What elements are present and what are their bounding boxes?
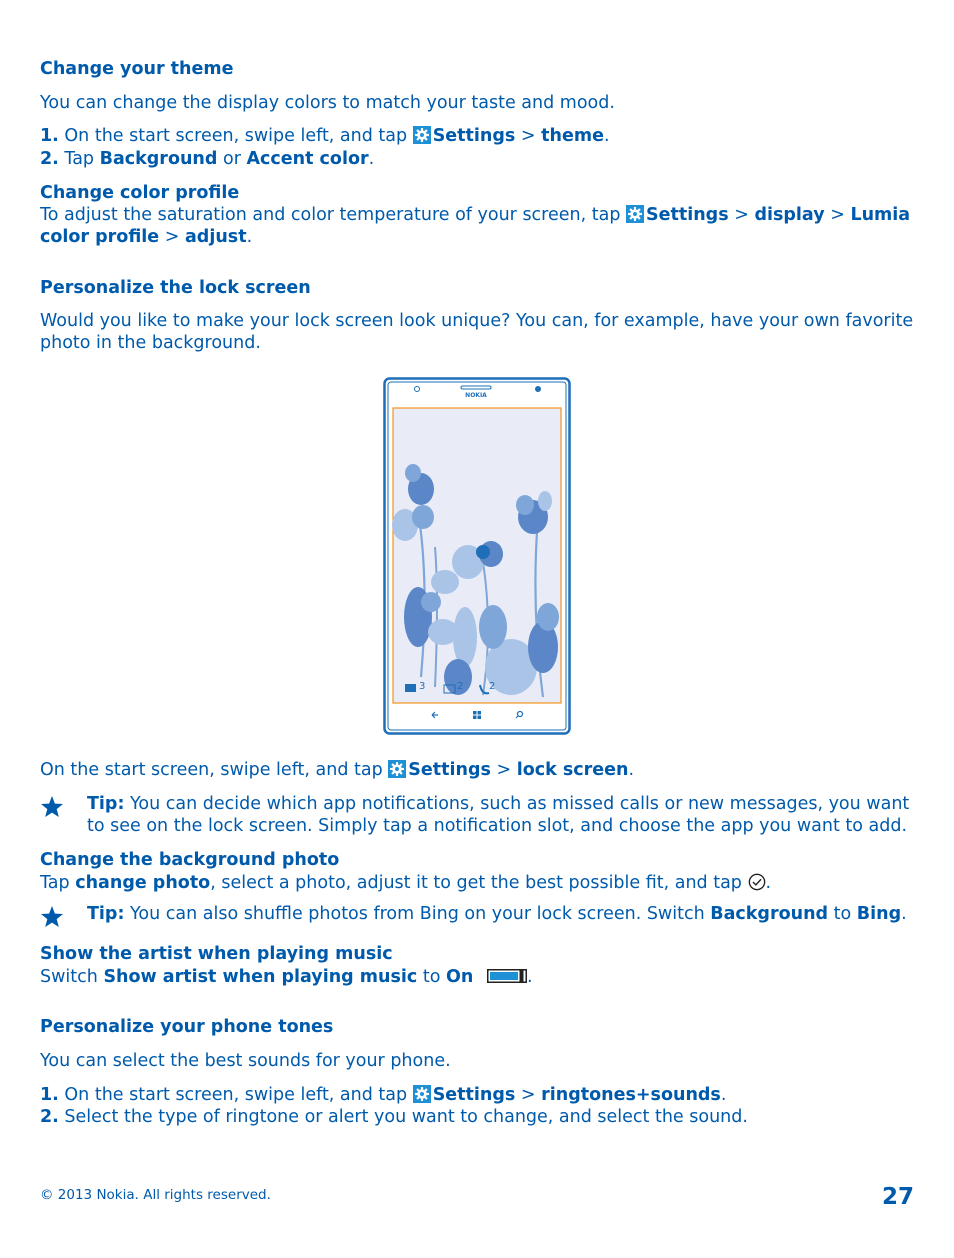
settings-gear-icon — [626, 205, 644, 223]
background-setting: Background — [710, 904, 829, 924]
step-text: On the start screen, swipe left, and tap — [64, 126, 408, 146]
settings-link: Settings — [646, 205, 729, 225]
switch-text: Switch — [40, 967, 98, 987]
tip-bing — [87, 903, 922, 925]
email-count: 2 — [457, 681, 464, 692]
tip-label: Tip: — [87, 904, 125, 924]
subheading-show-artist: Show the artist when playing music — [40, 944, 393, 964]
step-text: Tap — [64, 149, 95, 169]
tones-step-1 — [40, 1084, 920, 1106]
settings-gear-icon — [413, 126, 431, 144]
theme-step-2 — [40, 148, 920, 170]
show-artist-text — [40, 966, 920, 988]
separator: > — [520, 1085, 536, 1105]
step-text: Select the type of ringtone or alert you want to change, and select the sound. — [64, 1107, 748, 1127]
step-number: 1. — [40, 1085, 59, 1105]
section-heading-phone-tones: Personalize your phone tones — [40, 1017, 334, 1037]
phone-lock-screen-illustration — [383, 377, 571, 735]
punct: . — [720, 1085, 727, 1105]
step-number: 1. — [40, 126, 59, 146]
tip-text: You can also shuffle photos from Bing on your lock screen. Switch — [130, 904, 705, 924]
tones-step-2 — [40, 1106, 920, 1128]
settings-gear-icon — [388, 760, 406, 778]
adjust-link: adjust — [185, 227, 247, 247]
punct: . — [526, 967, 533, 987]
to-text: to — [422, 967, 441, 987]
step-text: On the start screen, swipe left, and tap — [64, 1085, 408, 1105]
ringtones-sounds-link: ringtones+sounds — [541, 1085, 721, 1105]
lock-screen-link: lock screen — [516, 760, 629, 780]
theme-link: theme — [541, 126, 604, 146]
separator: > — [496, 760, 512, 780]
show-artist-setting: Show artist when playing music — [103, 967, 418, 987]
theme-intro: You can change the display colors to match your taste and mood. — [40, 93, 615, 113]
punct: . — [765, 873, 772, 893]
background-photo-text — [40, 872, 920, 894]
phone-tones-intro: You can select the best sounds for your phone. — [40, 1051, 451, 1071]
instruction-text: On the start screen, swipe left, and tap — [40, 760, 383, 780]
tip-label: Tip: — [87, 794, 125, 814]
theme-step-1 — [40, 125, 920, 147]
punct: . — [246, 227, 253, 247]
or-text: or — [223, 149, 241, 169]
bing-option: Bing — [856, 904, 902, 924]
copyright-footer: © 2013 Nokia. All rights reserved. — [40, 1187, 271, 1203]
lumia-color-profile-link: Lumia color profile — [40, 205, 911, 247]
tip-star-icon — [40, 905, 64, 929]
settings-link: Settings — [432, 126, 516, 146]
separator: > — [164, 227, 180, 247]
settings-link: Settings — [432, 1085, 516, 1105]
punct: . — [368, 149, 375, 169]
section-heading-theme: Change your theme — [40, 59, 234, 79]
step-number: 2. — [40, 1107, 59, 1127]
separator: > — [734, 205, 749, 225]
settings-gear-icon — [413, 1085, 431, 1103]
text-part: , select a photo, adjust it to get the best possible fit, and tap — [210, 873, 742, 893]
accent-color-option: Accent color — [246, 149, 369, 169]
punct: . — [901, 904, 907, 924]
color-profile-instruction: To adjust the saturation and color temperature of your screen, tap — [40, 205, 621, 225]
punct: . — [603, 126, 610, 146]
messaging-count: 3 — [419, 681, 426, 692]
change-photo-link: change photo — [75, 873, 211, 893]
display-link: display — [754, 205, 825, 225]
step-number: 2. — [40, 149, 59, 169]
missed-call-count: 2 — [489, 681, 496, 692]
on-value: On — [446, 967, 474, 987]
color-profile-text — [40, 204, 920, 248]
messaging-icon — [405, 684, 416, 692]
phone-brand-logo: NOKIA — [465, 392, 487, 399]
tip-notifications — [87, 793, 922, 837]
settings-link: Settings — [408, 760, 491, 780]
separator: > — [830, 205, 845, 225]
checkmark-circle-icon — [748, 873, 766, 891]
tip-text: You can decide which app notifications, such as missed calls or new messages, you want to see on the lock screen. Simply tap a notification slot, and choose the app you want to add. — [87, 794, 910, 836]
lock-screen-instruction — [40, 759, 920, 781]
text-part: Tap — [40, 873, 70, 893]
background-option: Background — [99, 149, 218, 169]
lock-screen-intro: Would you like to make your lock screen look unique? You can, for example, have your own favorite photo in the background. — [40, 311, 914, 353]
carrier-logo — [535, 386, 541, 392]
subheading-color-profile: Change color profile — [40, 183, 240, 203]
punct: . — [628, 760, 635, 780]
subheading-background-photo: Change the background photo — [40, 850, 340, 870]
section-heading-lock-screen: Personalize the lock screen — [40, 278, 311, 298]
to-text: to — [833, 904, 852, 924]
toggle-on-icon — [487, 969, 527, 983]
page-number: 27 — [881, 1184, 914, 1210]
tip-star-icon — [40, 795, 64, 819]
separator: > — [520, 126, 536, 146]
